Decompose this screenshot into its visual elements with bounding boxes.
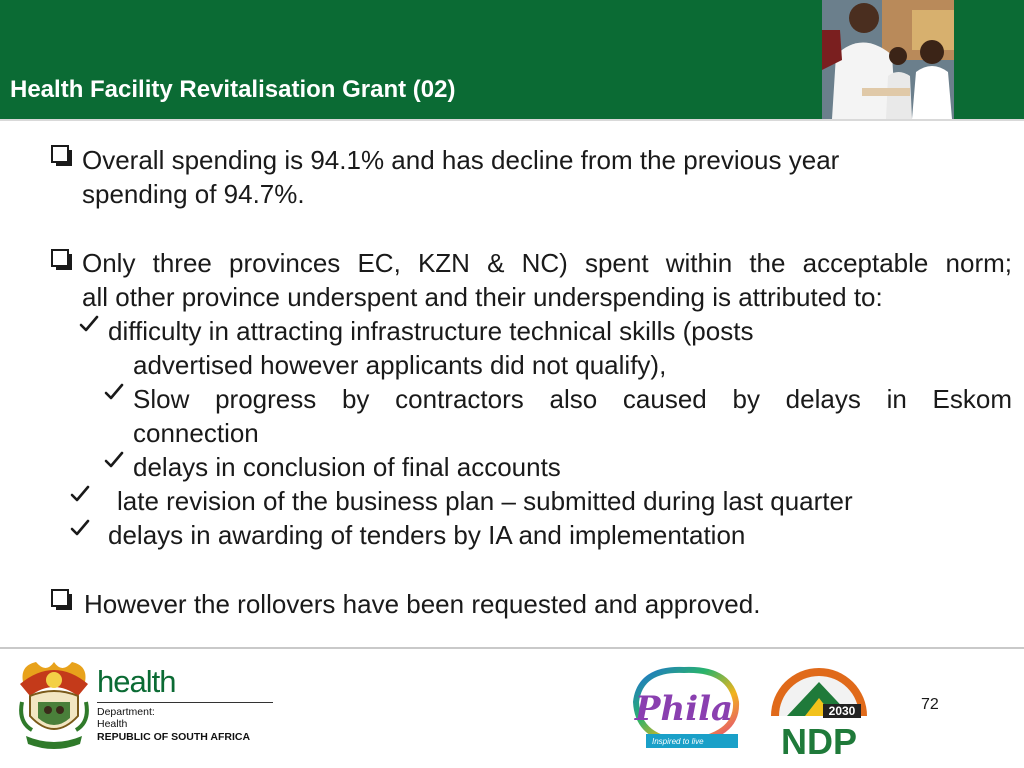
subpoint-5-line-1: delays in awarding of tenders by IA and implementation: [108, 520, 746, 550]
slide-title: Health Facility Revitalisation Grant (02): [10, 76, 456, 103]
svg-text:Inspired to live: Inspired to live: [652, 737, 704, 746]
checkbox-square-icon: [51, 589, 73, 611]
checkmark-icon: [70, 484, 90, 504]
department-name: Health: [97, 718, 128, 730]
checkmark-icon: [104, 450, 124, 470]
brand-underline: [97, 702, 273, 703]
coat-of-arms-icon: [16, 656, 92, 752]
phila-logo: [626, 662, 744, 760]
checkmark-icon: [79, 314, 99, 334]
svg-text:NDP: NDP: [780, 721, 858, 760]
subpoint-1-line-1: difficulty in attracting infrastructure technical skills (posts: [108, 316, 754, 346]
svg-text:Phila: Phila: [634, 689, 734, 729]
svg-text:2030: 2030: [828, 704, 856, 718]
subpoint-3-line-1: delays in conclusion of final accounts: [133, 452, 561, 482]
subpoint-2-line-1: Slow progress by contractors also caused by delays in Eskom: [133, 384, 1012, 414]
country-name: REPUBLIC OF SOUTH AFRICA: [97, 731, 251, 743]
checkmark-icon: [70, 518, 90, 538]
checkbox-square-icon: [51, 249, 73, 271]
subpoint-4-line-1: late revision of the business plan – submitted during last quarter: [117, 486, 853, 516]
bullet-2-line-1: Only three provinces EC, KZN & NC) spent within the acceptable norm;: [82, 248, 1012, 278]
health-brand: health: [97, 664, 176, 699]
bullet-1-line-1: Overall spending is 94.1% and has decline from the previous year: [82, 145, 840, 175]
checkmark-icon: [104, 382, 124, 402]
ndp-logo: [765, 660, 873, 760]
department-label: Department:: [97, 706, 155, 718]
bullet-1-line-2: spending of 94.7%.: [82, 179, 305, 209]
subpoint-2-line-2: connection: [133, 418, 259, 448]
subpoint-1-line-2: advertised however applicants did not qualify),: [133, 350, 667, 380]
bullet-3-line-1: However the rollovers have been requested and approved.: [84, 589, 761, 619]
bullet-2-line-2: all other province underspent and their underspending is attributed to:: [82, 282, 883, 312]
checkbox-square-icon: [51, 145, 73, 167]
page-number: 72: [921, 696, 939, 713]
footer-divider: [0, 647, 1024, 649]
